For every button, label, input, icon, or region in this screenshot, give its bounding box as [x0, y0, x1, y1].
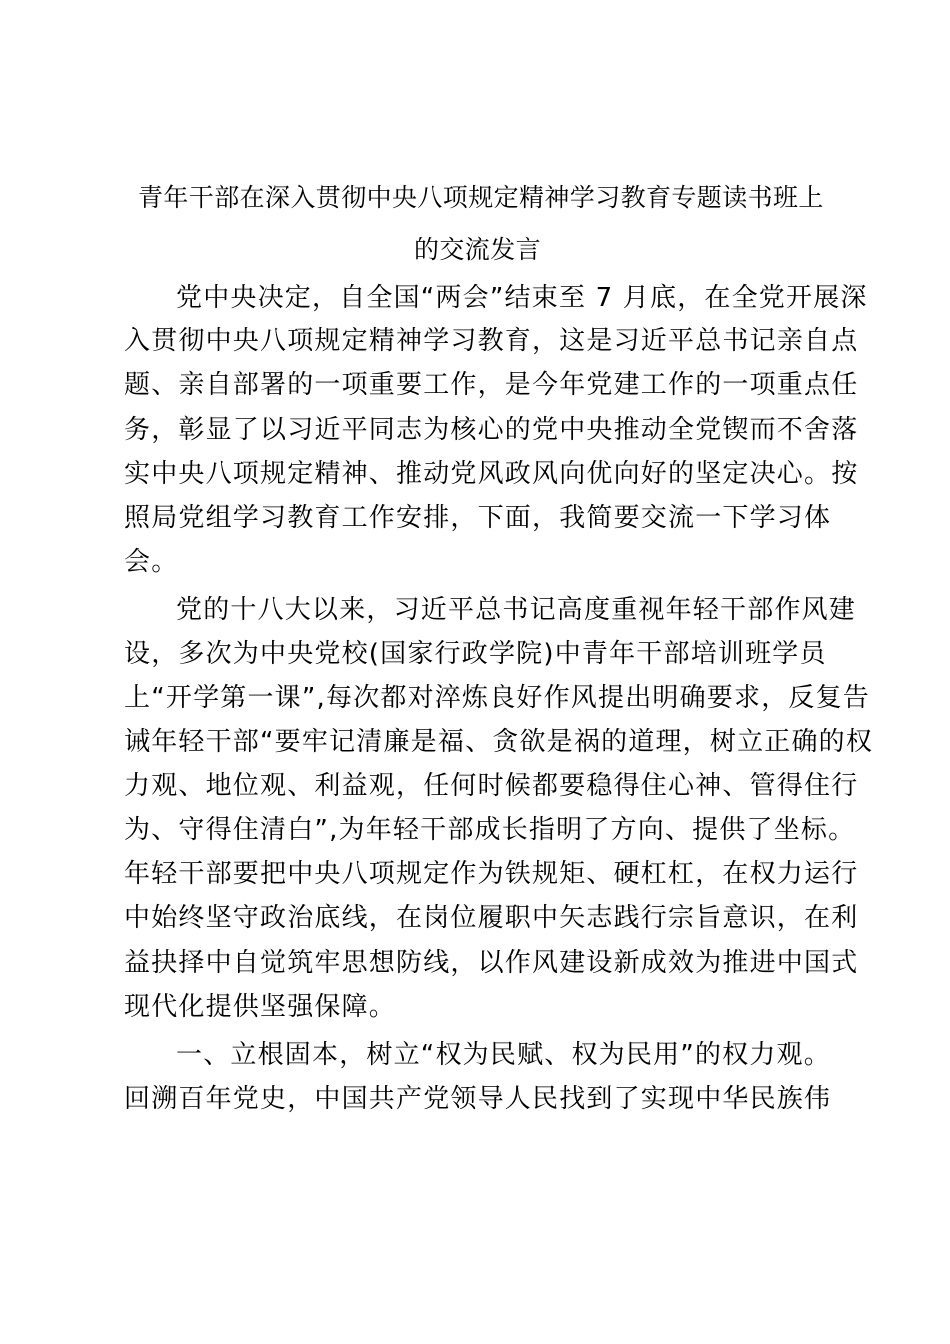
section-1-line-2: 回溯百年党史，中国共产党领导人民找到了实现中华民族伟: [124, 1084, 832, 1114]
paragraph-1-line-6: 照局党组学习教育工作安排，下面，我简要交流一下学习体: [124, 503, 832, 533]
paragraph-2-line-10: 现代化提供坚强保障。: [124, 992, 397, 1022]
paragraph-1-line-3: 题、亲自部署的一项重要工作，是今年党建工作的一项重点任: [124, 370, 859, 400]
paragraph-1-line-1: 党中央决定，自全国“两会”结束至 7 月底，在全党开展深: [176, 283, 868, 313]
paragraph-2-line-5: 力观、地位观、利益观，任何时候都要稳得住心神、管得住行: [124, 771, 859, 801]
paragraph-1-line-2: 入贯彻中央八项规定精神学习教育，这是习近平总书记亲自点: [124, 326, 859, 356]
paragraph-2-line-6: 为、守得住清白”,为年轻干部成长指明了方向、提供了坐标。: [124, 815, 856, 845]
section-1-heading-line: 一、立根固本，树立“权为民赋、权为民用”的权力观。: [176, 1040, 831, 1070]
paragraph-2-line-9: 益抉择中自觉筑牢思想防线，以作风建设新成效为推进中国式: [124, 948, 859, 978]
paragraph-2-line-3: 上“开学第一课”,每次都对淬炼良好作风提出明确要求，反复告: [124, 683, 871, 713]
paragraph-1-line-4: 务，彰显了以习近平同志为核心的党中央推动全党锲而不舍落: [124, 415, 859, 445]
paragraph-2-line-8: 中始终坚守政治底线，在岗位履职中矢志践行宗旨意识，在利: [124, 903, 859, 933]
paragraph-2-line-1: 党的十八大以来，习近平总书记高度重视年轻干部作风建: [176, 595, 857, 625]
paragraph-1-line-7: 会。: [124, 547, 179, 577]
paragraph-1-line-5: 实中央八项规定精神、推动党风政风向优向好的坚定决心。按: [124, 459, 859, 489]
document-title-line-1: 青年干部在深入贯彻中央八项规定精神学习教育专题读书班上: [138, 183, 824, 212]
paragraph-2-line-2: 设，多次为中央党校(国家行政学院)中青年干部培训班学员: [124, 639, 827, 669]
paragraph-2-line-7: 年轻干部要把中央八项规定作为铁规矩、硬杠杠，在权力运行: [124, 859, 859, 889]
document-title-line-2: 的交流发言: [414, 235, 542, 264]
paragraph-2-line-4: 诫年轻干部“要牢记清廉是福、贪欲是祸的道理，树立正确的权: [124, 727, 874, 757]
